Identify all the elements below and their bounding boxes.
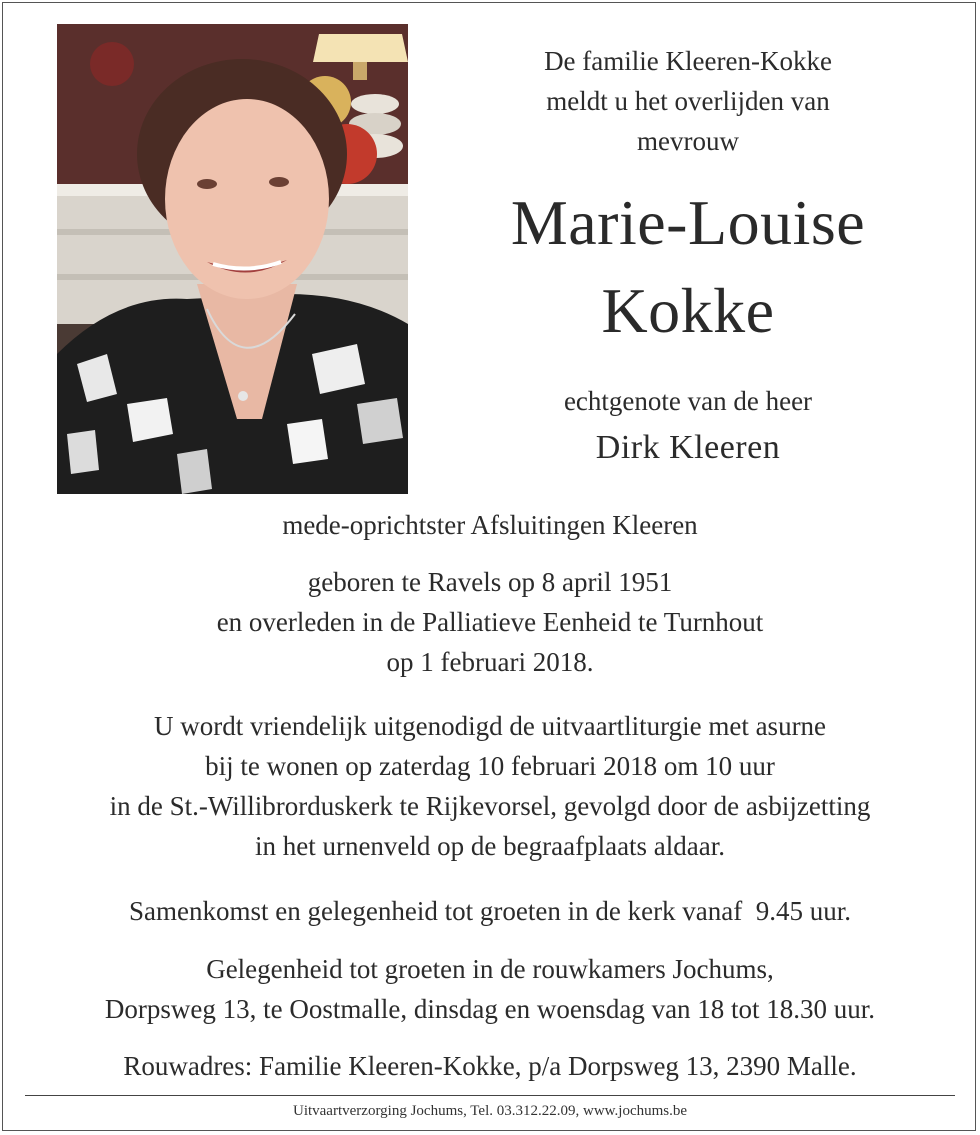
funeral-line-4: in het urnenveld op de begraafplaats aldaar. xyxy=(254,831,726,861)
funeral-line-3: in de St.-Willibrorduskerk te Rijkevorsel, gevolgd door de asbijzetting xyxy=(109,791,871,821)
intro-title-line: mevrouw xyxy=(637,126,739,156)
intro-family-line: De familie Kleeren-Kokke xyxy=(544,46,832,76)
funeral-line-2: bij te wonen op zaterdag 10 februari 2018 om 10 uur xyxy=(205,751,775,781)
portrait-photo xyxy=(57,24,408,494)
mourning-address: Rouwadres: Familie Kleeren-Kokke, p/a Dorpsweg 13, 2390 Malle. xyxy=(123,1051,857,1081)
death-place-line: en overleden in de Palliatieve Eenheid te Turnhout xyxy=(216,607,764,637)
announcement-intro xyxy=(408,41,968,161)
life-dates xyxy=(3,562,977,682)
visitation-info xyxy=(3,949,977,1029)
death-date-line: op 1 februari 2018. xyxy=(386,647,594,677)
gathering-line: Samenkomst en gelegenheid tot groeten in de kerk vanaf 9.45 uur. xyxy=(128,896,852,926)
footer-divider xyxy=(25,1095,955,1096)
spouse-label: echtgenote van de heer xyxy=(563,386,813,416)
birth-line: geboren te Ravels op 8 april 1951 xyxy=(307,567,673,597)
spouse-name: Dirk Kleeren xyxy=(595,429,781,466)
role-line: mede-oprichtster Afsluitingen Kleeren xyxy=(282,510,698,540)
deceased-first-name: Marie-Louise xyxy=(510,187,866,258)
funeral-home-footer: Uitvaartverzorging Jochums, Tel. 03.312.22.09, www.jochums.be xyxy=(292,1103,688,1119)
funeral-line-1: U wordt vriendelijk uitgenodigd de uitvaartliturgie met asurne xyxy=(153,711,827,741)
deceased-last-name: Kokke xyxy=(601,275,775,346)
visitation-line-1: Gelegenheid tot groeten in de rouwkamers Jochums, xyxy=(206,954,774,984)
deceased-name xyxy=(408,179,968,355)
death-notice-card xyxy=(2,2,976,1131)
portrait-image xyxy=(57,24,408,494)
intro-announce-line: meldt u het overlijden van xyxy=(546,86,830,116)
visitation-line-2: Dorpsweg 13, te Oostmalle, dinsdag en woensdag van 18 tot 18.30 uur. xyxy=(104,994,876,1024)
funeral-invitation xyxy=(3,706,977,866)
